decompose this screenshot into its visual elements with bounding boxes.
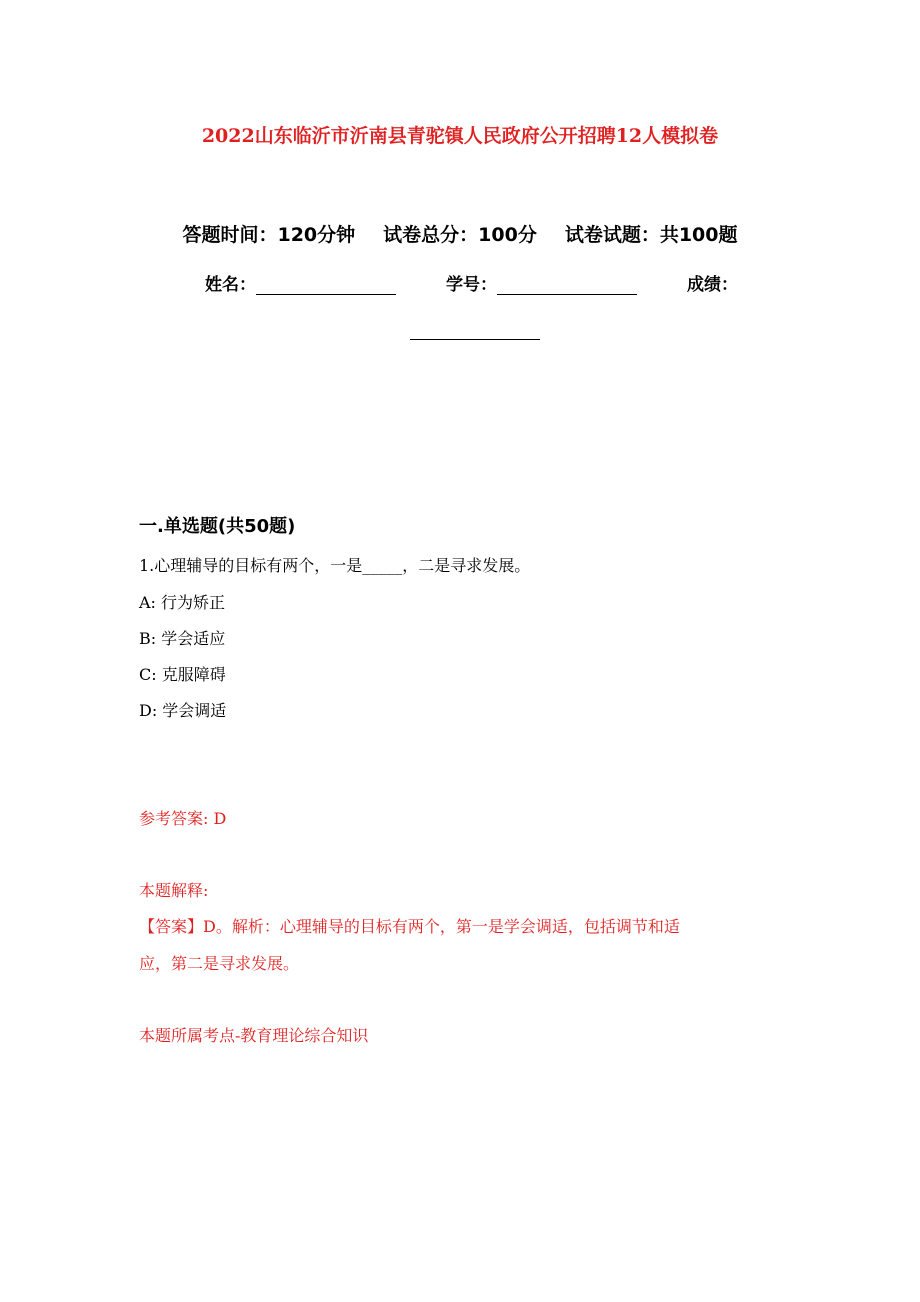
exam-meta-row xyxy=(0,220,920,247)
question-topic: 本题所属考点-教育理论综合知识 xyxy=(139,1026,369,1045)
name-blank[interactable] xyxy=(256,276,396,295)
exam-total-score: 试卷总分：100分 xyxy=(383,224,537,246)
option-d: D: 学会调适 xyxy=(139,701,227,720)
exam-time: 答题时间：120分钟 xyxy=(182,224,356,246)
score-blank[interactable] xyxy=(410,321,540,340)
name-field xyxy=(205,270,396,295)
explanation-line-1: 【答案】D。解析：心理辅导的目标有两个，第一是学会调适，包括调节和适 xyxy=(139,917,680,936)
option-c: C: 克服障碍 xyxy=(139,665,226,684)
option-b: B: 学会适应 xyxy=(139,629,226,648)
exam-title: 2022山东临沂市沂南县青驼镇人民政府公开招聘12人模拟卷 xyxy=(201,125,719,147)
explanation-heading: 本题解释: xyxy=(139,881,209,900)
reference-answer: 参考答案: D xyxy=(139,809,227,828)
score-field xyxy=(687,270,738,295)
explanation-line-2: 应，第二是寻求发展。 xyxy=(139,954,300,973)
option-a: A: 行为矫正 xyxy=(139,593,226,612)
id-field xyxy=(446,270,637,295)
name-label: 姓名： xyxy=(205,275,256,295)
question-stem: 1.心理辅导的目标有两个，一是_____，二是寻求发展。 xyxy=(139,556,531,575)
exam-question-count: 试卷试题：共100题 xyxy=(564,224,738,246)
id-blank[interactable] xyxy=(497,276,637,295)
id-label: 学号： xyxy=(446,275,497,295)
score-label: 成绩： xyxy=(687,275,738,295)
section-title: 一.单选题(共50题) xyxy=(139,516,296,537)
